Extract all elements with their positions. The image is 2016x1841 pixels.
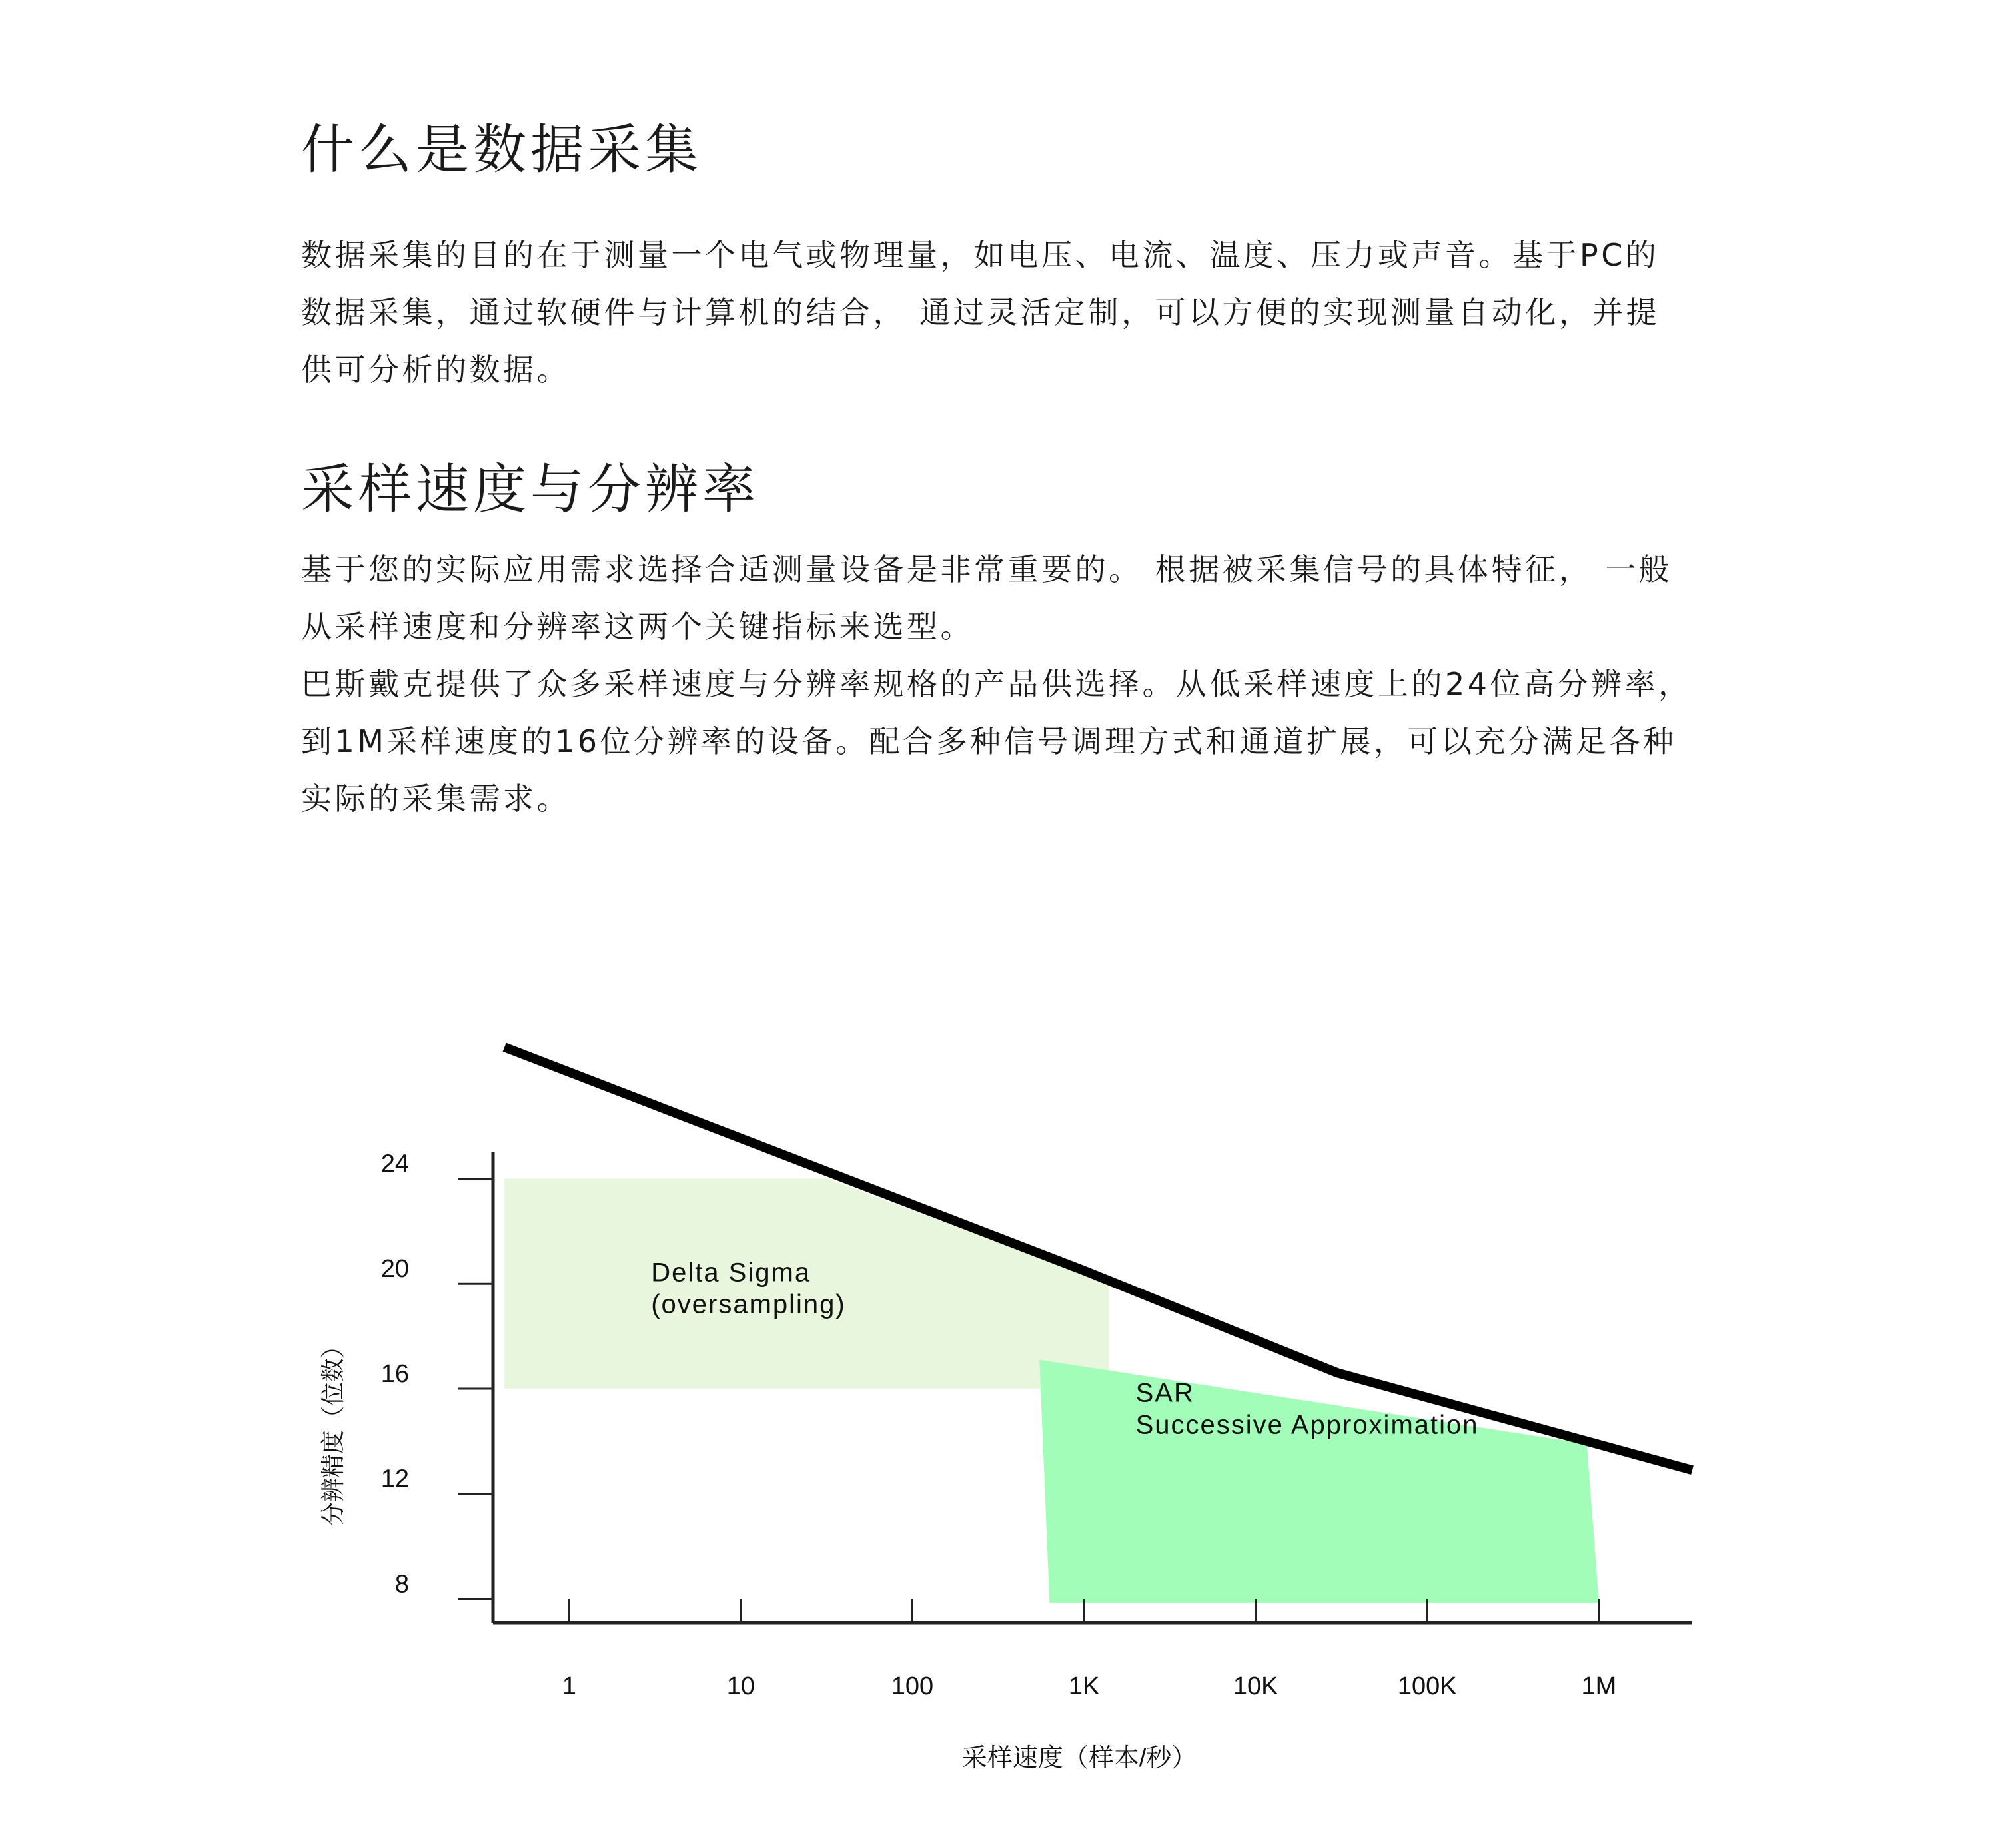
x-tick-label: 1K (1068, 1672, 1100, 1700)
x-tick-label: 10 (726, 1672, 756, 1700)
area-sar (1039, 1360, 1599, 1603)
x-tick-label: 1 (562, 1672, 576, 1700)
delta-sigma-label-line: Delta Sigma (651, 1258, 811, 1288)
x-tick-label: 100 (891, 1672, 934, 1700)
section-title-data-acquisition: 什么是数据采集 (301, 119, 702, 181)
y-tick-label: 16 (380, 1359, 409, 1388)
paragraph-line: 基于您的实际应用需求选择合适测量设备是非常重要的。 根据被采集信号的具体特征， 一般 (301, 552, 1673, 587)
section-title-sampling-resolution: 采样速度与分辨率 (301, 458, 759, 520)
x-axis-title: 采样速度（样本/秒） (961, 1744, 1197, 1772)
y-tick-label: 24 (380, 1150, 409, 1178)
sar-label-line: Successive Approximation (1135, 1410, 1479, 1440)
paragraph-line: 数据采集，通过软硬件与计算机的结合， 通过灵活定制，可以方便的实现测量自动化，并提 (301, 294, 1660, 330)
x-tick-label: 10K (1233, 1672, 1278, 1700)
paragraph-line: 供可分析的数据。 (301, 352, 570, 388)
y-axis-title: 分辨精度（位数） (319, 1333, 346, 1527)
paragraph-line: 实际的采集需求。 (301, 781, 570, 817)
paragraph-line: 到1M采样速度的16位分辨率的设备。配合多种信号调理方式和通道扩展，可以充分满足各种 (301, 723, 1677, 759)
y-tick-label: 8 (394, 1570, 409, 1599)
sar-label-line: SAR (1135, 1378, 1195, 1408)
chart-areas (504, 1178, 1599, 1603)
paragraph-products (301, 655, 1740, 827)
paragraph-line: 巴斯戴克提供了众多采样速度与分辨率规格的产品供选择。从低采样速度上的24位高分辨率， (301, 666, 1692, 702)
y-tick-label: 20 (380, 1255, 409, 1284)
paragraph-line: 数据采集的目的在于测量一个电气或物理量，如电压、电流、温度、压力或声音。基于PC的 (301, 237, 1660, 273)
paragraph-data-acquisition (301, 226, 1740, 398)
paragraph-line: 从采样速度和分辨率这两个关键指标来选型。 (301, 609, 974, 645)
resolution-vs-speed-chart (0, 986, 2016, 1838)
x-tick-label: 1M (1581, 1672, 1617, 1700)
delta-sigma-label-line: (oversampling) (651, 1289, 846, 1319)
paragraph-selection (301, 541, 1740, 655)
x-tick-label: 100K (1397, 1672, 1457, 1700)
y-tick-label: 12 (380, 1465, 409, 1493)
